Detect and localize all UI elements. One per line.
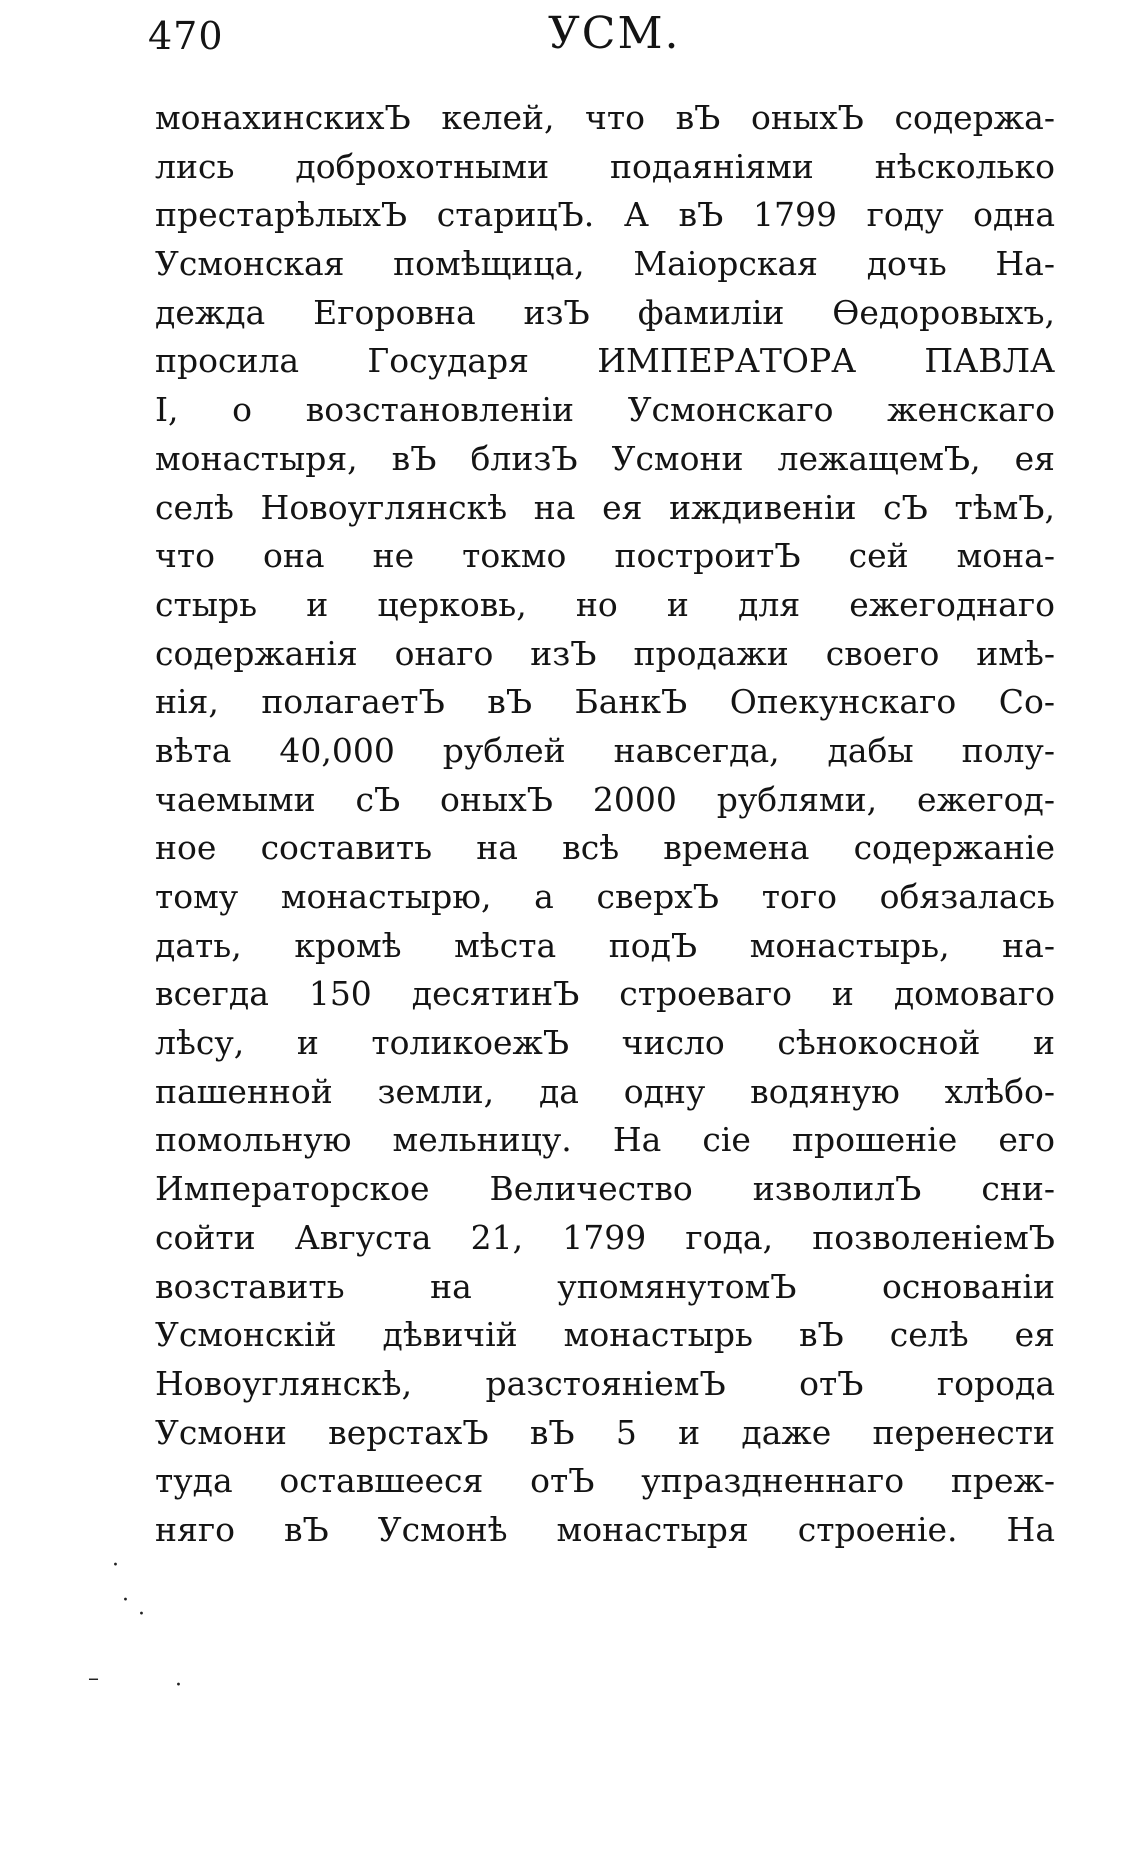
- text-line: сойти Августа 21, 1799 года, позволеніемЪ: [155, 1217, 1055, 1257]
- text-line: возставить на упомянутомЪ основаніи: [155, 1266, 1055, 1306]
- text-line: Усмонская помѣщица, Маіорская дочь На-: [155, 244, 1055, 284]
- print-speck: ·: [122, 1588, 129, 1613]
- body-text: [155, 94, 1055, 1555]
- running-title: УСМ.: [548, 8, 681, 59]
- text-line: монахинскихЪ келей, что вЪ оныхЪ содержа-: [155, 98, 1055, 137]
- text-line: Новоуглянскѣ, разстояніемЪ отЪ города: [155, 1363, 1055, 1403]
- text-line: нія, полагаетЪ вЪ БанкЪ Опекунскаго Со-: [155, 682, 1055, 722]
- text-line: ное составить на всѣ времена содержаніе: [155, 828, 1055, 868]
- text-line: лѣсу, и толикоежЪ число сѣнокосной и: [155, 1023, 1055, 1063]
- text-line: помольную мельницу. На сіе прошеніе его: [155, 1120, 1055, 1160]
- text-line: пашенной земли, да одну водяную хлѣбо-: [155, 1071, 1055, 1111]
- text-line: лись доброхотными подаяніями нѣсколько: [155, 146, 1055, 186]
- text-line: няго вЪ Усмонѣ монастыря строеніе. На: [155, 1509, 1055, 1549]
- text-line: дежда Егоровна изЪ фамиліи Ѳедоровыхъ,: [155, 292, 1055, 332]
- text-line: Усмони верстахЪ вЪ 5 и даже перенести: [155, 1412, 1055, 1452]
- text-line: чаемыми сЪ оныхЪ 2000 рублями, ежегод-: [155, 779, 1055, 819]
- print-speck: ·: [112, 1553, 119, 1578]
- text-line: туда оставшееся отЪ упраздненнаго преж-: [155, 1461, 1055, 1501]
- page-number: 470: [148, 14, 224, 58]
- text-line: Императорское Величество изволилЪ сни-: [155, 1169, 1055, 1209]
- text-line: тому монастырю, а сверхЪ того обязалась: [155, 877, 1055, 916]
- text-line: престарѣлыхЪ старицЪ. А вЪ 1799 году одна: [155, 195, 1055, 235]
- text-line: просила Государя ИМПЕРАТОРА ПАВЛА: [155, 341, 1055, 381]
- text-line: вѣта 40,000 рублей навсегда, дабы полу-: [155, 730, 1055, 770]
- text-line: монастыря, вЪ близЪ Усмони лежащемЪ, ея: [155, 438, 1055, 478]
- text-line: дать, кромѣ мѣста подЪ монастырь, на-: [155, 925, 1055, 965]
- text-line: всегда 150 десятинЪ строеваго и домоваго: [155, 974, 1055, 1014]
- text-line: селѣ Новоуглянскѣ на ея иждивеніи сЪ тѣмЪ,: [155, 487, 1055, 527]
- print-speck: –: [88, 1666, 99, 1691]
- print-speck: ·: [138, 1602, 145, 1627]
- text-line: I, о возстановленіи Усмонскаго женскаго: [155, 390, 1055, 430]
- text-line: содержанія онаго изЪ продажи своего имѣ-: [155, 633, 1055, 673]
- text-line: Усмонскій дѣвичій монастырь вЪ селѣ ея: [155, 1315, 1055, 1355]
- print-speck: ·: [175, 1673, 182, 1698]
- text-line: что она не токмо построитЪ сей мона-: [155, 536, 1055, 576]
- text-line: стырь и церковь, но и для ежегоднаго: [155, 584, 1055, 624]
